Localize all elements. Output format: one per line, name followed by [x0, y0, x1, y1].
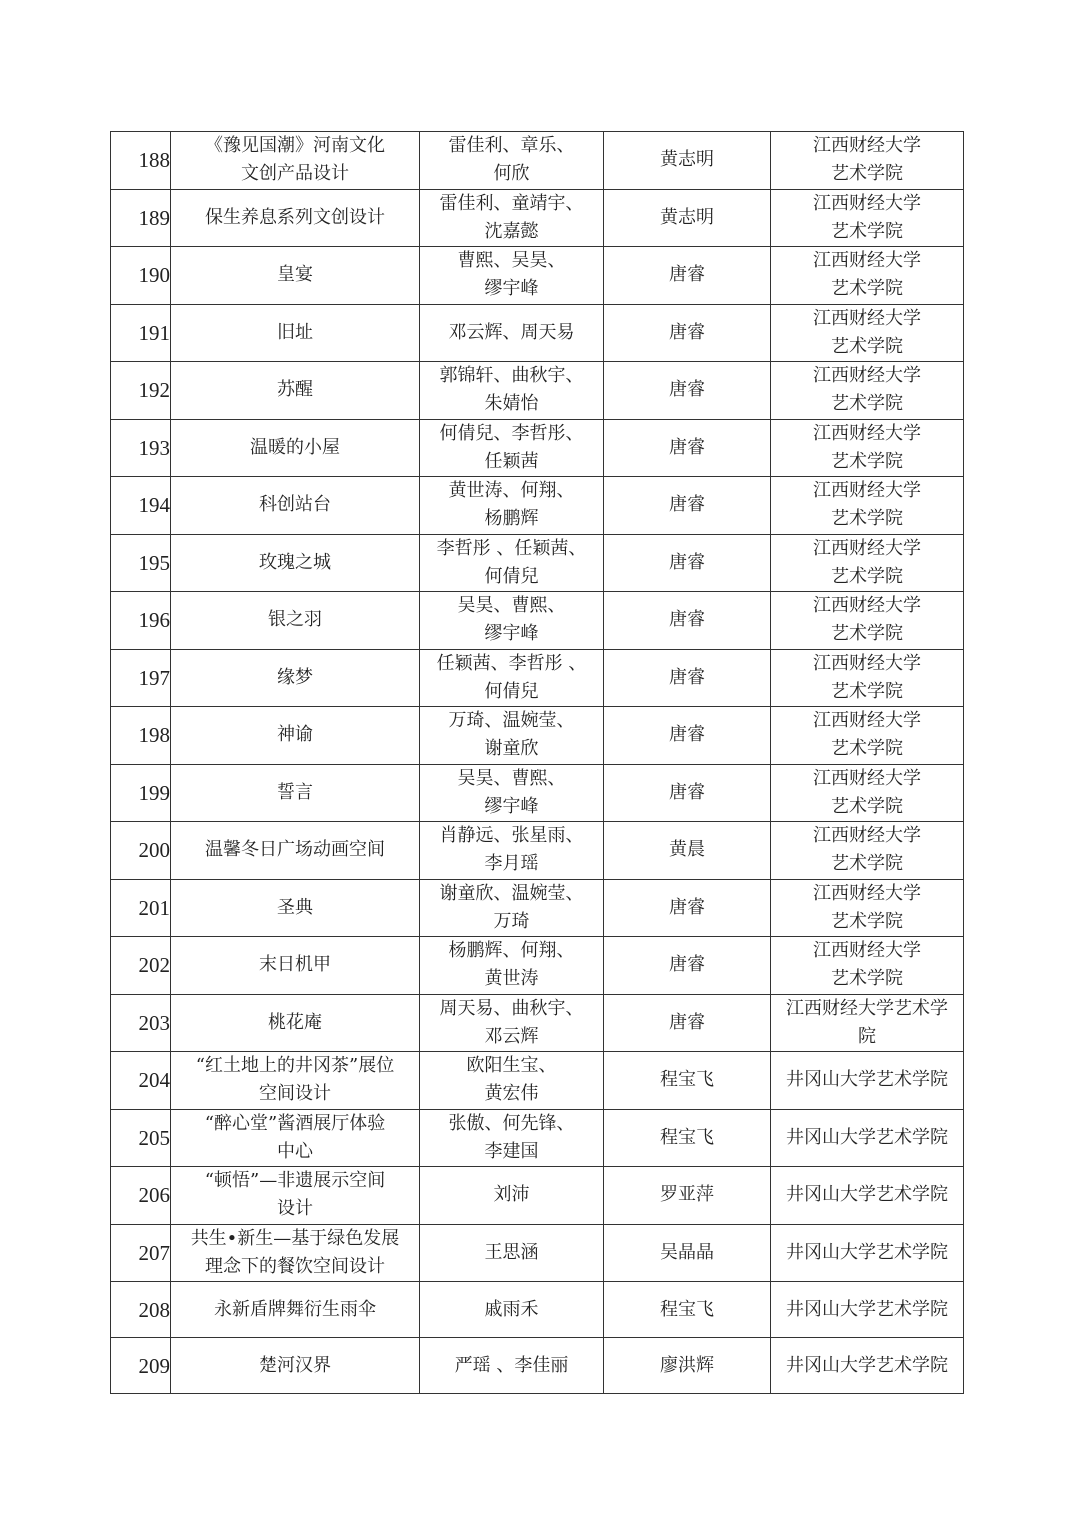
school-cell: 井冈山大学艺术学院: [771, 1167, 964, 1225]
table-row: [111, 1167, 964, 1225]
row-number-cell: 196: [111, 592, 171, 650]
authors-cell: 何倩兒、李哲彤、 任颖茜: [420, 419, 604, 477]
row-number-cell: 195: [111, 534, 171, 592]
award-list-table: [110, 131, 964, 1394]
authors-cell: 万琦、温婉莹、 谢童欣: [420, 707, 604, 765]
row-number-cell: 203: [111, 994, 171, 1052]
table-row: [111, 1109, 964, 1167]
table-row: [111, 477, 964, 535]
row-number-cell: 202: [111, 937, 171, 995]
school-cell: 江西财经大学 艺术学院: [771, 534, 964, 592]
authors-cell: 戚雨禾: [420, 1282, 604, 1338]
advisor-cell: 黄晨: [604, 822, 771, 880]
school-cell: 井冈山大学艺术学院: [771, 1282, 964, 1338]
authors-cell: 肖静远、张星雨、 李月瑶: [420, 822, 604, 880]
school-cell: 井冈山大学艺术学院: [771, 1052, 964, 1110]
table-row: [111, 764, 964, 822]
work-title-cell: 温馨冬日广场动画空间: [171, 822, 420, 880]
table-row: [111, 994, 964, 1052]
work-title-cell: 温暖的小屋: [171, 419, 420, 477]
authors-cell: 周天易、曲秋宇、 邓云辉: [420, 994, 604, 1052]
authors-cell: 曹熙、吴昊、 缪宇峰: [420, 247, 604, 305]
work-title-cell: 《豫见国潮》河南文化 文创产品设计: [171, 132, 420, 190]
school-cell: 江西财经大学 艺术学院: [771, 304, 964, 362]
row-number-cell: 191: [111, 304, 171, 362]
advisor-cell: 黄志明: [604, 132, 771, 190]
advisor-cell: 唐睿: [604, 707, 771, 765]
row-number-cell: 197: [111, 649, 171, 707]
advisor-cell: 唐睿: [604, 247, 771, 305]
advisor-cell: 唐睿: [604, 304, 771, 362]
school-cell: 江西财经大学 艺术学院: [771, 362, 964, 420]
authors-cell: 谢童欣、温婉莹、 万琦: [420, 879, 604, 937]
work-title-cell: 银之羽: [171, 592, 420, 650]
work-title-cell: 皇宴: [171, 247, 420, 305]
advisor-cell: 唐睿: [604, 419, 771, 477]
work-title-cell: “顿悟”—非遗展示空间 设计: [171, 1167, 420, 1225]
authors-cell: 严瑶 、李佳丽: [420, 1338, 604, 1394]
authors-cell: 任颖茜、李哲彤 、 何倩兒: [420, 649, 604, 707]
row-number-cell: 199: [111, 764, 171, 822]
authors-cell: 黄世涛、何翔、 杨鹏辉: [420, 477, 604, 535]
advisor-cell: 唐睿: [604, 534, 771, 592]
school-cell: 江西财经大学 艺术学院: [771, 419, 964, 477]
row-number-cell: 194: [111, 477, 171, 535]
school-cell: 江西财经大学 艺术学院: [771, 649, 964, 707]
work-title-cell: 缘梦: [171, 649, 420, 707]
work-title-cell: 圣典: [171, 879, 420, 937]
authors-cell: 张傲、何先锋、 李建国: [420, 1109, 604, 1167]
school-cell: 江西财经大学 艺术学院: [771, 822, 964, 880]
work-title-cell: 誓言: [171, 764, 420, 822]
work-title-cell: 苏醒: [171, 362, 420, 420]
table-row: [111, 1282, 964, 1338]
advisor-cell: 黄志明: [604, 189, 771, 247]
work-title-cell: 末日机甲: [171, 937, 420, 995]
work-title-cell: 楚河汉界: [171, 1338, 420, 1394]
row-number-cell: 207: [111, 1224, 171, 1282]
table-row: [111, 707, 964, 765]
authors-cell: 李哲彤 、任颖茜、 何倩兒: [420, 534, 604, 592]
authors-cell: 刘沛: [420, 1167, 604, 1225]
row-number-cell: 189: [111, 189, 171, 247]
advisor-cell: 唐睿: [604, 592, 771, 650]
row-number-cell: 208: [111, 1282, 171, 1338]
advisor-cell: 唐睿: [604, 362, 771, 420]
table-row: [111, 189, 964, 247]
school-cell: 江西财经大学 艺术学院: [771, 189, 964, 247]
work-title-cell: 旧址: [171, 304, 420, 362]
work-title-cell: 神谕: [171, 707, 420, 765]
table-row: [111, 1224, 964, 1282]
work-title-cell: 科创站台: [171, 477, 420, 535]
row-number-cell: 209: [111, 1338, 171, 1394]
table-row: [111, 247, 964, 305]
table-row: [111, 132, 964, 190]
authors-cell: 吴昊、曹熙、 缪宇峰: [420, 764, 604, 822]
work-title-cell: 永新盾牌舞衍生雨伞: [171, 1282, 420, 1338]
school-cell: 井冈山大学艺术学院: [771, 1338, 964, 1394]
row-number-cell: 200: [111, 822, 171, 880]
work-title-cell: “醉心堂”酱酒展厅体验 中心: [171, 1109, 420, 1167]
school-cell: 江西财经大学 艺术学院: [771, 592, 964, 650]
table-row: [111, 649, 964, 707]
table-row: [111, 419, 964, 477]
work-title-cell: 共生•新生—基于绿色发展 理念下的餐饮空间设计: [171, 1224, 420, 1282]
advisor-cell: 程宝飞: [604, 1282, 771, 1338]
advisor-cell: 唐睿: [604, 764, 771, 822]
authors-cell: 邓云辉、周天易: [420, 304, 604, 362]
row-number-cell: 192: [111, 362, 171, 420]
table-row: [111, 937, 964, 995]
advisor-cell: 唐睿: [604, 937, 771, 995]
advisor-cell: 程宝飞: [604, 1109, 771, 1167]
table-row: [111, 362, 964, 420]
work-title-cell: “红土地上的井冈茶”展位 空间设计: [171, 1052, 420, 1110]
table-body: [111, 132, 964, 1394]
table-row: [111, 822, 964, 880]
advisor-cell: 唐睿: [604, 879, 771, 937]
row-number-cell: 198: [111, 707, 171, 765]
advisor-cell: 廖洪辉: [604, 1338, 771, 1394]
row-number-cell: 206: [111, 1167, 171, 1225]
school-cell: 江西财经大学 艺术学院: [771, 764, 964, 822]
row-number-cell: 201: [111, 879, 171, 937]
school-cell: 井冈山大学艺术学院: [771, 1109, 964, 1167]
table-row: [111, 304, 964, 362]
table-row: [111, 1338, 964, 1394]
authors-cell: 雷佳利、童靖宇、 沈嘉懿: [420, 189, 604, 247]
advisor-cell: 吴晶晶: [604, 1224, 771, 1282]
authors-cell: 欧阳生宝、 黄宏伟: [420, 1052, 604, 1110]
authors-cell: 吴昊、曹熙、 缪宇峰: [420, 592, 604, 650]
advisor-cell: 唐睿: [604, 477, 771, 535]
advisor-cell: 唐睿: [604, 994, 771, 1052]
row-number-cell: 188: [111, 132, 171, 190]
school-cell: 江西财经大学 艺术学院: [771, 477, 964, 535]
row-number-cell: 190: [111, 247, 171, 305]
row-number-cell: 205: [111, 1109, 171, 1167]
table-row: [111, 1052, 964, 1110]
work-title-cell: 保生养息系列文创设计: [171, 189, 420, 247]
advisor-cell: 程宝飞: [604, 1052, 771, 1110]
advisor-cell: 唐睿: [604, 649, 771, 707]
school-cell: 井冈山大学艺术学院: [771, 1224, 964, 1282]
school-cell: 江西财经大学 艺术学院: [771, 879, 964, 937]
school-cell: 江西财经大学 艺术学院: [771, 247, 964, 305]
school-cell: 江西财经大学艺术学 院: [771, 994, 964, 1052]
authors-cell: 杨鹏辉、何翔、 黄世涛: [420, 937, 604, 995]
school-cell: 江西财经大学 艺术学院: [771, 132, 964, 190]
row-number-cell: 193: [111, 419, 171, 477]
work-title-cell: 玫瑰之城: [171, 534, 420, 592]
school-cell: 江西财经大学 艺术学院: [771, 707, 964, 765]
table-row: [111, 534, 964, 592]
work-title-cell: 桃花庵: [171, 994, 420, 1052]
authors-cell: 雷佳利、章乐、 何欣: [420, 132, 604, 190]
table-row: [111, 879, 964, 937]
table-row: [111, 592, 964, 650]
authors-cell: 郭锦轩、曲秋宇、 朱婧怡: [420, 362, 604, 420]
advisor-cell: 罗亚萍: [604, 1167, 771, 1225]
authors-cell: 王思涵: [420, 1224, 604, 1282]
school-cell: 江西财经大学 艺术学院: [771, 937, 964, 995]
row-number-cell: 204: [111, 1052, 171, 1110]
